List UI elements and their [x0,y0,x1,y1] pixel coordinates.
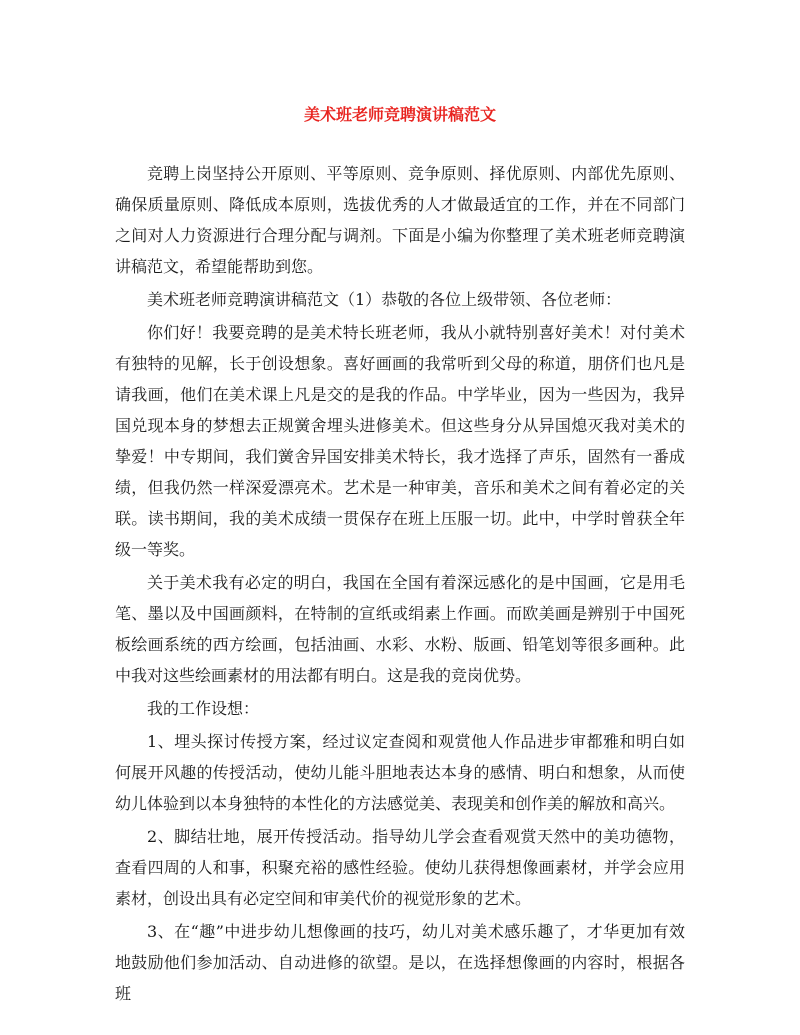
paragraph-self-intro: 你们好！我要竞聘的是美术特长班老师，我从小就特别喜好美术！对付美术有独特的见解，长于创设想象。喜好画画的我常听到父母的称道，朋侪们也凡是请我画，他们在美术课上凡是交的是我的作品。中学毕业，因为一些因为，我异国兑现本身的梦想去正规黉舍埋头进修美术。但这些身分从异国熄灭我对美术的挚爱！中专期间，我们黉舍异国安排美术特长，我才选择了声乐，固然有一番成绩，但我仍然一样深爱漂亮术。艺术是一种审美，音乐和美术之间有着必定的关联。读书期间，我的美术成绩一贯保存在班上压服一切。此中，中学时曾获全年级一等奖。 [115,323,685,559]
paragraph-plan-item-1: 1、埋头探讨传授方案，经过议定查阅和观赏他人作品进步审都雅和明白如何展开风趣的传授活动，使幼儿能斗胆地表达本身的感情、明白和想象，从而使幼儿体验到以本身独特的本性化的方法感觉美、表现美和创作美的解放和高兴。 [115,732,685,813]
paragraph-plan-item-2: 2、脚结壮地，展开传授活动。指导幼儿学会查看观赏天然中的美功德物，查看四周的人和事，积聚充裕的感性经验。使幼儿获得想像画素材，并学会应用素材，创设出具有必定空间和审美代价的视觉形象的艺术。 [115,827,685,908]
paragraph-plan-item-3: 3、在“趣”中进步幼儿想像画的技巧，幼儿对美术感乐趣了，才华更加有效地鼓励他们参加活动、自动进修的欲望。是以，在选择想像画的内容时，根据各班 [115,922,685,1003]
document-body [115,158,685,1011]
document-title: 美术班老师竞聘演讲稿范文 [303,105,496,124]
paragraph-intro: 竞聘上岗坚持公开原则、平等原则、竞争原则、择优原则、内部优先原则、确保质量原则、降低成本原则，选拔优秀的人才做最适宜的工作，并在不同部门之间对人力资源进行合理分配与调剂。下面是小编为你整理了美术班老师竞聘演讲稿范文，希望能帮助到您。 [115,164,685,276]
paragraph-greeting: 美术班老师竞聘演讲稿范文（1）恭敬的各位上级带领、各位老师： [147,290,622,309]
paragraph-art-understanding: 关于美术我有必定的明白，我国在全国有着深远感化的是中国画，它是用毛笔、墨以及中国画颜料，在特制的宣纸或绢素上作画。而欧美画是辨别于中国死板绘画系统的西方绘画，包括油画、水彩、水粉、版画、铅笔划等很多画种。此中我对这些绘画素材的用法都有明白。这是我的竞岗优势。 [115,573,685,685]
paragraph-plan-heading: 我的工作设想： [147,699,260,718]
